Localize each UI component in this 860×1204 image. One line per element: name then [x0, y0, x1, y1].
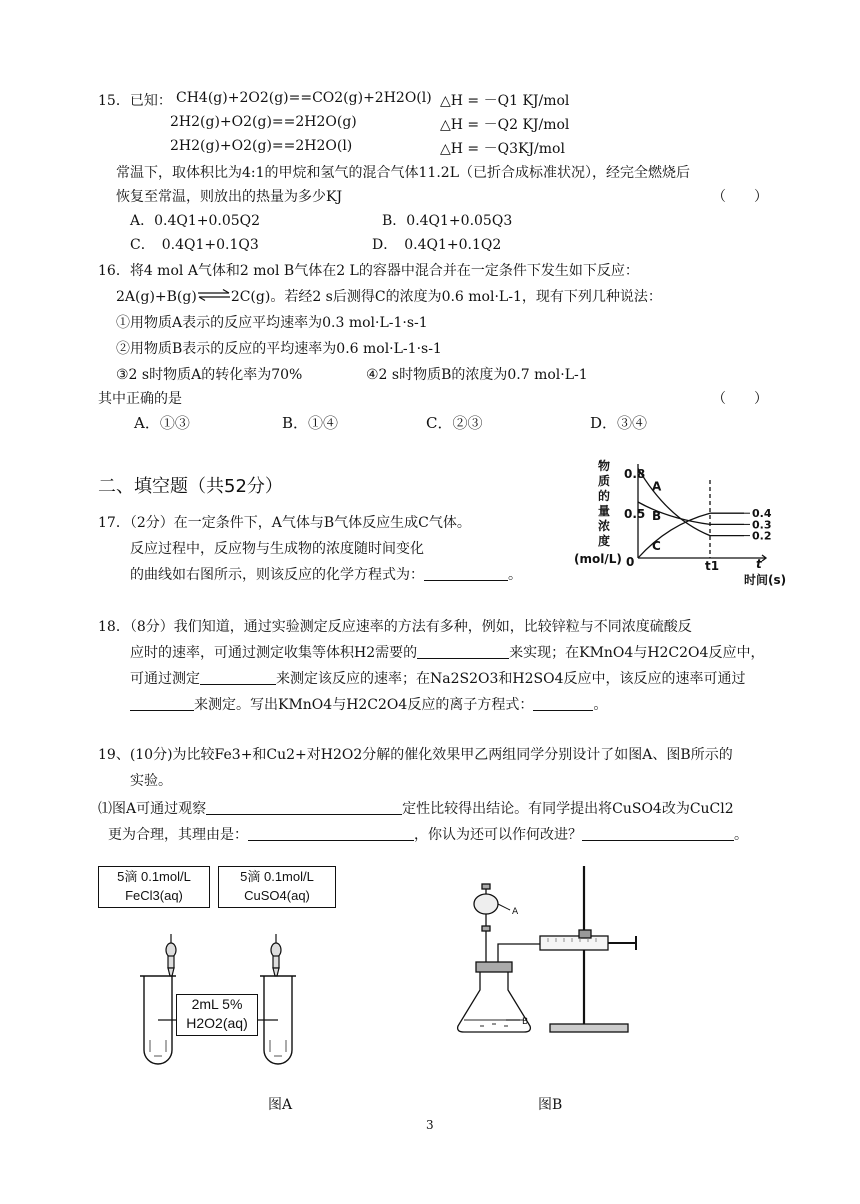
equilibrium-arrow-icon	[197, 289, 231, 301]
section-title: 二、填空题（共52分）	[98, 476, 283, 497]
q15-eq2-dh: △H = －Q2 KJ/mol	[440, 117, 570, 133]
figure-a-h2o2-label: 2mL 5% H2O2(aq)	[176, 994, 258, 1036]
q19-blank-3[interactable]	[582, 826, 734, 841]
series-a-label: A	[652, 479, 662, 494]
series-c-label: C	[652, 539, 661, 553]
x-tick-t1: t1	[705, 559, 720, 573]
figure-b-label-a: A	[512, 907, 519, 917]
q16-answer-paren: （ ）	[712, 391, 768, 407]
figure-b-caption: 图B	[538, 1097, 563, 1113]
q16-statement-1: ①用物质A表示的反应平均速率为0.3 mol·L-1·s-1	[116, 315, 428, 331]
q16-option-a: A．①③	[134, 414, 190, 432]
q15-option-d: D． 0.4Q1+0.1Q2	[372, 237, 502, 253]
q18-blank-2[interactable]	[200, 670, 276, 685]
dropper-right-icon	[271, 934, 281, 976]
q15-answer-paren: （ ）	[712, 189, 768, 205]
page-number: 3	[426, 1118, 434, 1132]
origin-label: 0	[626, 555, 635, 569]
q16-option-c: C．②③	[426, 414, 483, 432]
dropper-left-icon	[166, 934, 176, 976]
q15-eq1: CH4(g)+2O2(g)==CO2(g)+2H2O(l)	[176, 90, 432, 106]
q15-stem-2: 恢复至常温，则放出的热量为多少KJ	[116, 189, 343, 205]
right-value-label-1: 0.3	[752, 518, 772, 532]
q15-stem-1: 常温下，取体积比为4:1的甲烷和氢气的混合气体11.2L（已折合成标准状况），经完全燃烧后	[116, 165, 690, 181]
q17-line-3: 的曲线如右图所示，则该反应的化学方程式为： 。	[130, 567, 522, 583]
q18-blank-3[interactable]	[130, 696, 194, 711]
figure-b-label-b: B	[522, 1017, 529, 1027]
q15-option-c: C． 0.4Q1+0.1Q3	[130, 237, 259, 253]
q16-stem-1: 16．将4 mol A气体和2 mol B气体在2 L的容器中混合并在一定条件下发生如下反应：	[98, 263, 639, 279]
q19-line-3: ⑴图A可通过观察 定性比较得出结论。有同学提出将CuSO4改为CuCl2	[98, 801, 734, 817]
q19-line-4: 更为合理，其理由是： ，你认为还可以作何改进？ 。	[108, 827, 748, 843]
q18-line-4: 来测定。写出KMnO4与H2C2O4反应的离子方程式： 。	[130, 694, 607, 714]
q19-blank-1[interactable]	[206, 800, 402, 815]
q16-which: 其中正确的是	[98, 391, 182, 407]
y-tick-1: 0.5	[624, 507, 646, 521]
figure-a-fecl3-label: 5滴 0.1mol/L FeCl3(aq)	[98, 866, 210, 908]
right-value-label-2: 0.2	[752, 529, 772, 543]
concentration-time-chart	[574, 459, 787, 588]
figure-b-apparatus	[440, 860, 650, 1042]
figure-a-caption: 图A	[268, 1097, 293, 1113]
q16-option-d: D．③④	[590, 414, 648, 432]
q18-blank-1[interactable]	[417, 644, 509, 659]
q15-eq3-dh: △H = －Q3KJ/mol	[440, 141, 565, 157]
q19-blank-2[interactable]	[248, 826, 414, 841]
x-axis-arrow-label: t	[756, 557, 762, 571]
q16-option-b: B．①④	[282, 414, 339, 432]
q15-eq2: 2H2(g)+O2(g)==2H2O(g)	[170, 114, 357, 130]
q15-number: 15．已知：	[98, 93, 172, 109]
right-value-label-0: 0.4	[752, 507, 772, 521]
q16-reaction: 2A(g)+B(g) 2C(g)。若经2 s后测得C的浓度为0.6 mol·L-1，现有下列几种说法：	[116, 289, 662, 305]
q18-blank-4[interactable]	[533, 696, 593, 711]
figure-a-cuso4-label: 5滴 0.1mol/L CuSO4(aq)	[218, 866, 336, 908]
q17-answer-blank[interactable]	[424, 566, 508, 581]
y-tick-0: 0.8	[624, 467, 646, 481]
q16-statement-4: ④2 s时物质B的浓度为0.7 mol·L-1	[366, 367, 588, 383]
q19-line-2: 实验。	[130, 773, 172, 789]
q17-line-2: 反应过程中，反应物与生成物的浓度随时间变化	[130, 541, 424, 557]
q18-line-1: 18．（8分）我们知道，通过实验测定反应速率的方法有多种，例如，比较锌粒与不同浓度硫酸反	[98, 619, 692, 635]
q16-statement-2: ②用物质B表示的反应的平均速率为0.6 mol·L-1·s-1	[116, 341, 442, 357]
q16-statement-3: ③2 s时物质A的转化率为70%	[116, 367, 303, 383]
q15-option-a: A．0.4Q1+0.05Q2	[130, 213, 261, 229]
y-axis-label: 物质的量浓度(mol/L)	[574, 459, 622, 566]
q17-line-1: 17．（2分）在一定条件下，A气体与B气体反应生成C气体。	[98, 515, 471, 531]
x-axis-label: 时间(s)	[744, 573, 787, 587]
q15-eq3: 2H2(g)+O2(g)==2H2O(l)	[170, 138, 353, 154]
q15-option-b: B．0.4Q1+0.05Q3	[382, 213, 513, 229]
q18-line-2: 应时的速率，可通过测定收集等体积H2需要的 来实现；在KMnO4与H2C2O4反应中，	[130, 645, 765, 661]
series-b-label: B	[652, 509, 662, 523]
q15-eq1-dh: △H = －Q1 KJ/mol	[440, 93, 570, 109]
q18-line-3: 可通过测定 来测定该反应的速率；在Na2S2O3和H2SO4反应中，该反应的速率可通过	[130, 671, 746, 687]
q19-line-1: 19、(10分)为比较Fe3+和Cu2+对H2O2分解的催化效果甲乙两组同学分别设计了如图A、图B所示的	[98, 747, 733, 763]
